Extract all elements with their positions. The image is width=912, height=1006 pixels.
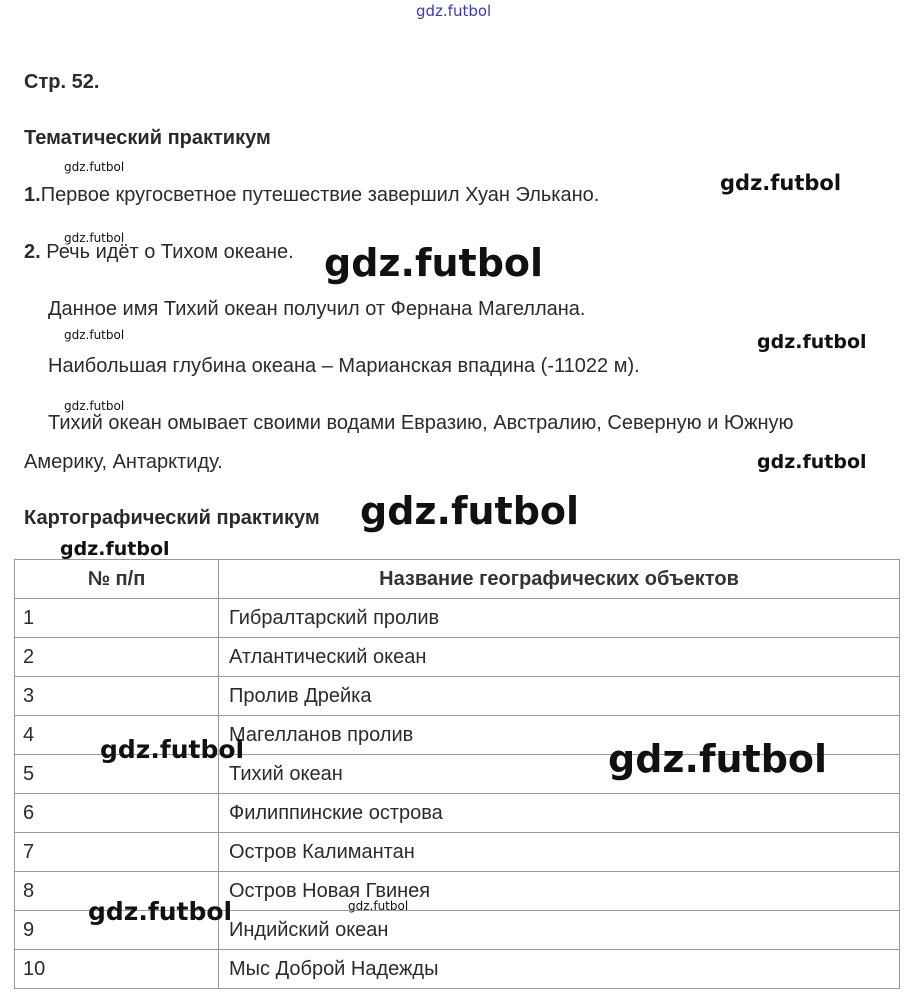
row-number: 8 bbox=[15, 872, 219, 911]
answer-line-3: Тихий океан омывает своими водами Евразию, Австралию, Северную и Южную bbox=[48, 412, 794, 434]
question-2-text: Речь идёт о Тихом океане. bbox=[46, 241, 294, 263]
row-object-name: Атлантический океан bbox=[219, 638, 900, 677]
row-number: 6 bbox=[15, 794, 219, 833]
watermark: gdz.futbol bbox=[60, 538, 170, 560]
row-object-name: Мыс Доброй Надежды bbox=[219, 950, 900, 989]
cartographic-heading: Картографический практикум bbox=[24, 507, 320, 529]
watermark: gdz.futbol bbox=[757, 331, 867, 353]
row-object-name: Тихий океан bbox=[219, 755, 900, 794]
row-object-name: Филиппинские острова bbox=[219, 794, 900, 833]
watermark: gdz.futbol bbox=[720, 171, 842, 195]
table-row bbox=[15, 599, 900, 638]
table-row bbox=[15, 833, 900, 872]
watermark: gdz.futbol bbox=[100, 735, 245, 764]
table-row bbox=[15, 950, 900, 989]
row-object-name: Индийский океан bbox=[219, 911, 900, 950]
row-number: 10 bbox=[15, 950, 219, 989]
table-row bbox=[15, 794, 900, 833]
question-2 bbox=[24, 241, 294, 264]
page-number-label: Стр. 52. bbox=[24, 71, 100, 93]
table-header-row bbox=[15, 560, 900, 599]
row-number: 1 bbox=[15, 599, 219, 638]
answer-line-4: Америку, Антарктиду. bbox=[24, 451, 223, 473]
row-number: 7 bbox=[15, 833, 219, 872]
question-1-number: 1. bbox=[24, 184, 41, 206]
answer-line-1: Данное имя Тихий океан получил от Фернана Магеллана. bbox=[48, 298, 586, 320]
thematic-heading: Тематический практикум bbox=[24, 127, 271, 149]
question-1 bbox=[24, 184, 599, 207]
watermark: gdz.futbol bbox=[64, 160, 125, 174]
watermark: gdz.futbol bbox=[64, 399, 125, 413]
question-1-text: Первое кругосветное путешествие завершил Хуан Элькано. bbox=[40, 184, 600, 206]
table-row bbox=[15, 677, 900, 716]
watermark: gdz.futbol bbox=[608, 737, 828, 781]
watermark: gdz.futbol bbox=[757, 451, 867, 473]
watermark: gdz.futbol bbox=[324, 241, 544, 285]
table-row bbox=[15, 638, 900, 677]
watermark: gdz.futbol bbox=[64, 231, 125, 245]
row-number: 2 bbox=[15, 638, 219, 677]
watermark: gdz.futbol bbox=[360, 489, 580, 533]
row-object-name: Остров Новая Гвинея bbox=[219, 872, 900, 911]
answer-line-2: Наибольшая глубина океана – Марианская впадина (-11022 м). bbox=[48, 355, 640, 377]
row-object-name: Остров Калимантан bbox=[219, 833, 900, 872]
watermark-top[interactable]: gdz.futbol bbox=[416, 2, 492, 20]
row-object-name: Магелланов пролив bbox=[219, 716, 900, 755]
row-number: 9 bbox=[15, 911, 219, 950]
watermark: gdz.futbol bbox=[64, 328, 125, 342]
column-header-number: № п/п bbox=[15, 560, 219, 599]
row-number: 5 bbox=[15, 755, 219, 794]
row-number: 3 bbox=[15, 677, 219, 716]
row-number: 4 bbox=[15, 716, 219, 755]
column-header-name: Название географических объектов bbox=[219, 560, 900, 599]
watermark: gdz.futbol bbox=[348, 899, 409, 913]
watermark: gdz.futbol bbox=[88, 897, 233, 926]
row-object-name: Гибралтарский пролив bbox=[219, 599, 900, 638]
row-object-name: Пролив Дрейка bbox=[219, 677, 900, 716]
question-2-number: 2. bbox=[24, 241, 41, 263]
